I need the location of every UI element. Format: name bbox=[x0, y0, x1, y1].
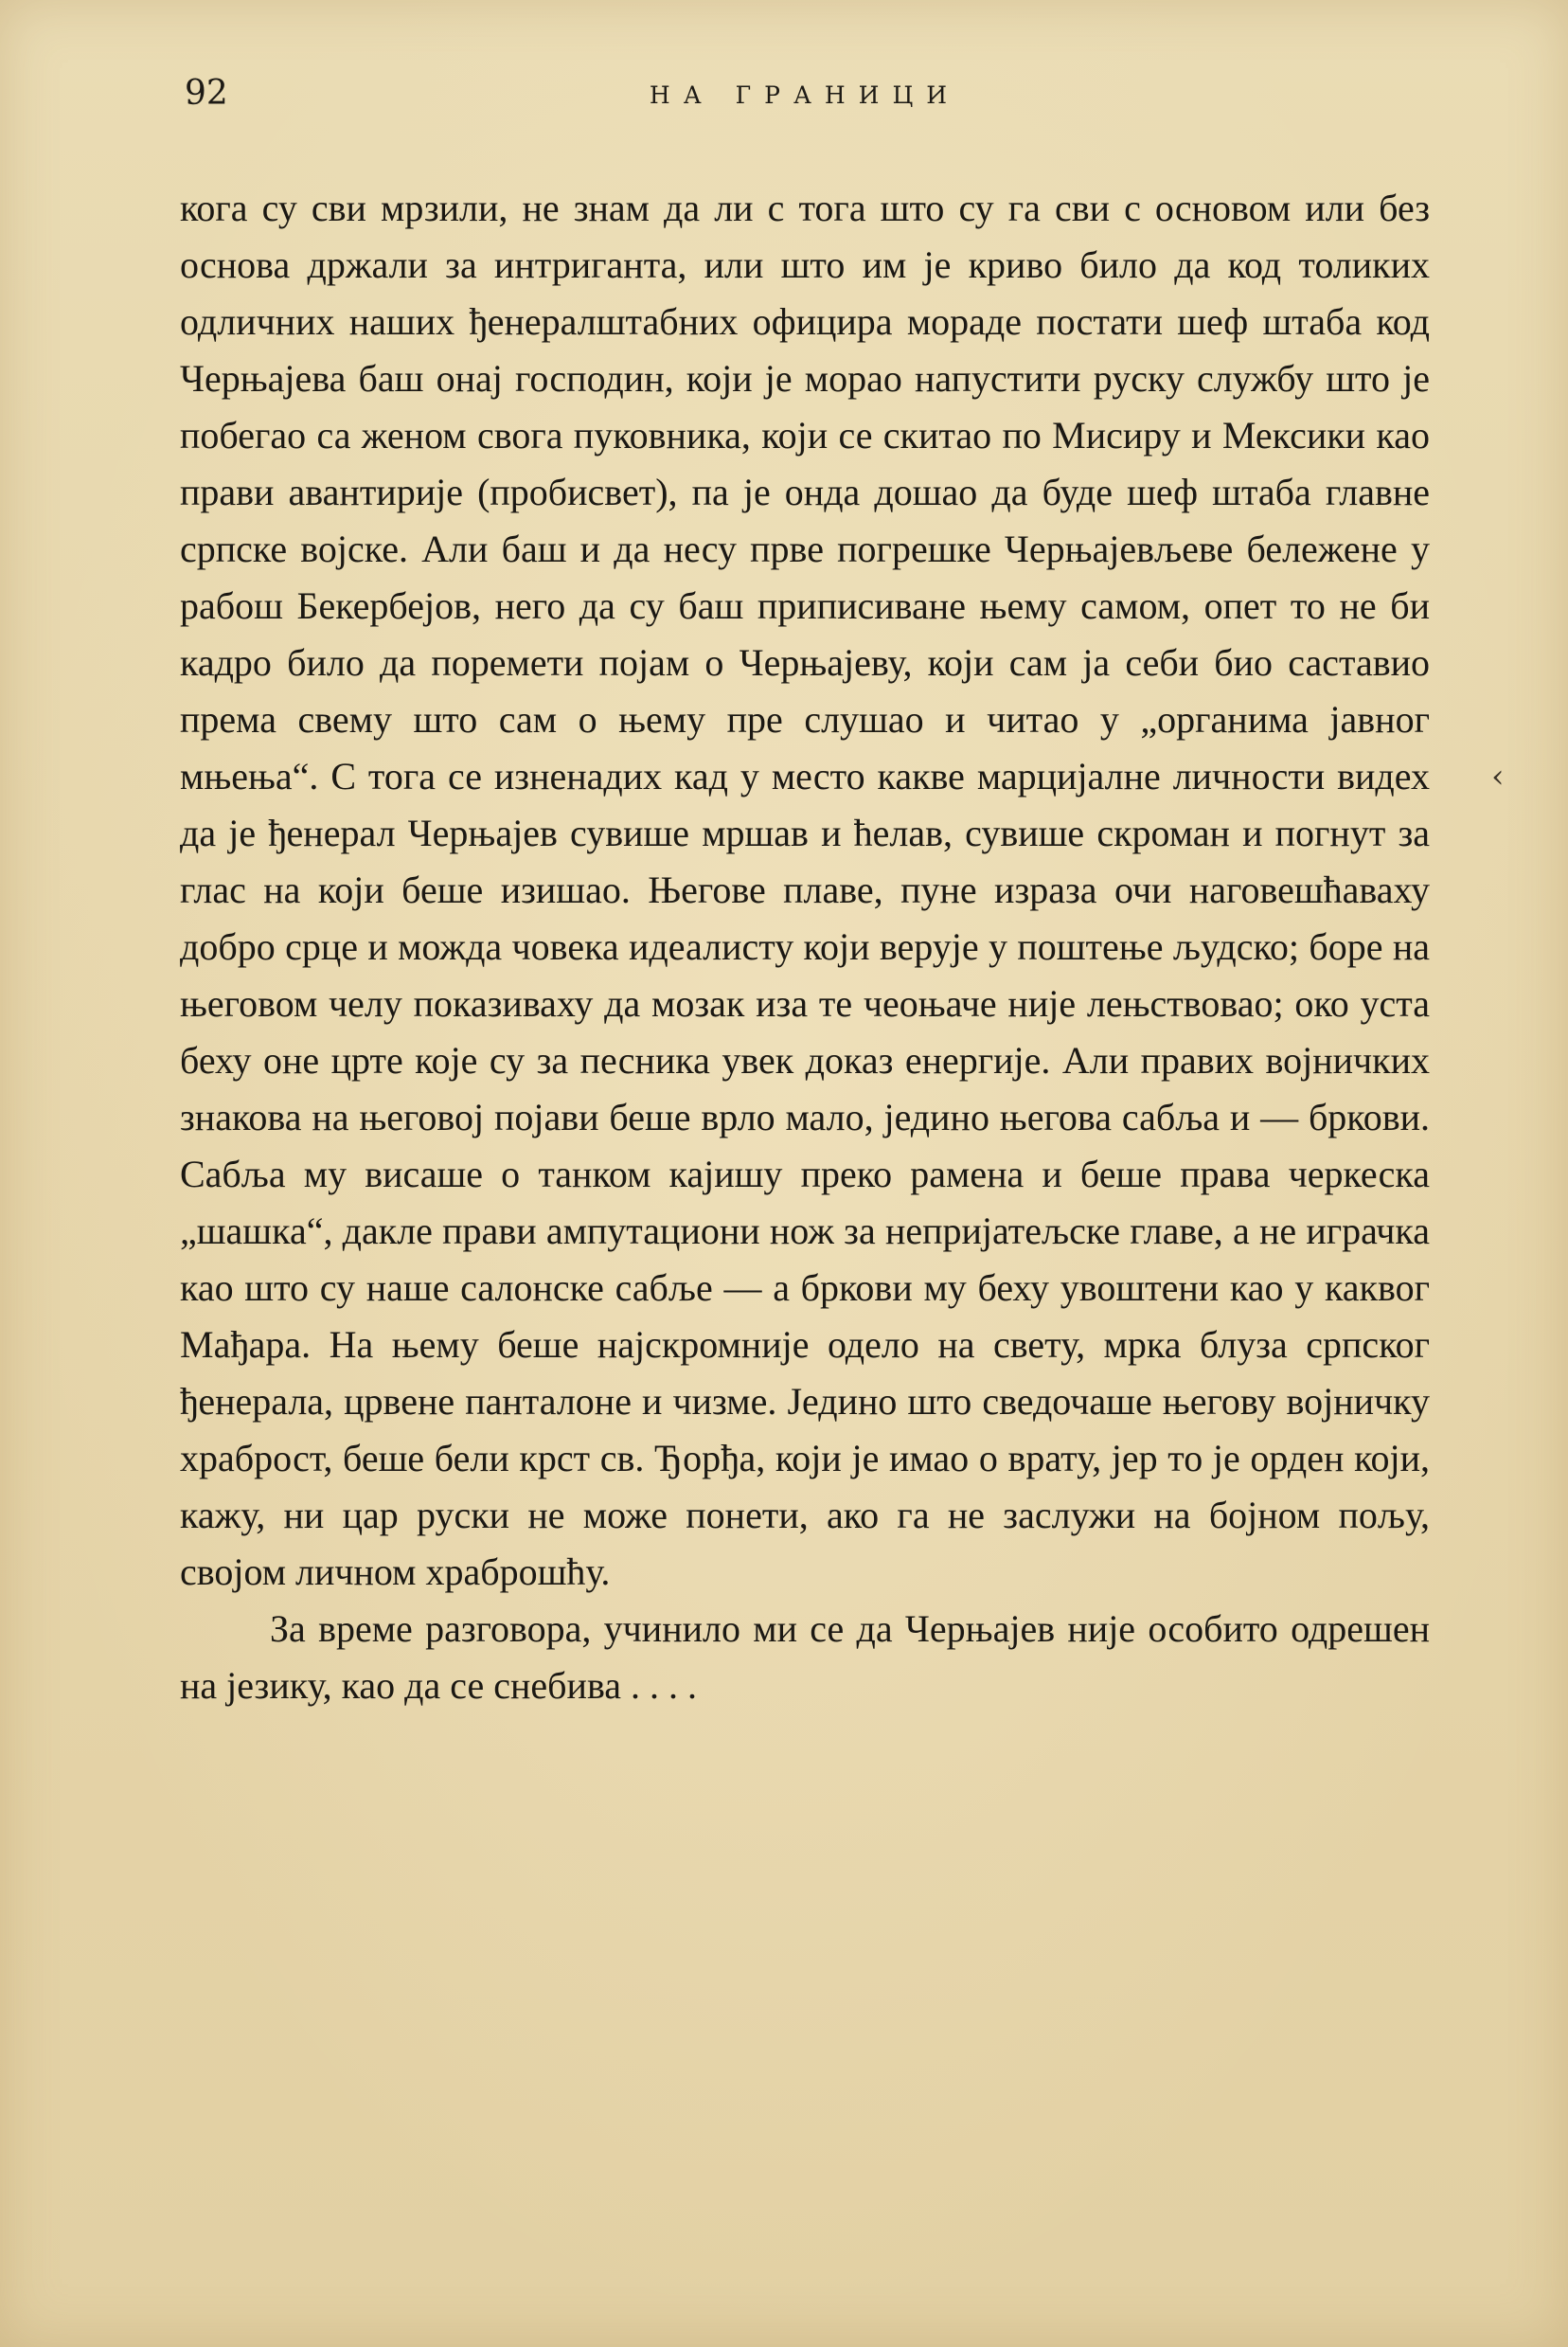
page-header bbox=[185, 74, 1425, 131]
page-number: 92 bbox=[185, 74, 228, 113]
paragraph-2: За време разговора, учинило ми се да Черњајев није особито одрешен на језику, као да се снебива . . . . bbox=[180, 1607, 1430, 1707]
body-text bbox=[180, 180, 1430, 1714]
running-title: НА ГРАНИЦИ bbox=[649, 81, 961, 109]
margin-mark: ‹ bbox=[1491, 758, 1505, 796]
paragraph-1: кога су сви мрзили, не знам да ли с тога што су га сви с основом или без основа држали за интриганта, или што им је криво било да код толиких одличних наших ђенералштабних официра мораде постати шеф штаба код Черњајева баш онај господин, који је морао напустити руску службу што је побегао са женом свога пуковника, који се скитао по Мисиру и Мексики као прави авантирије (пробисвет), па је онда дошао да буде шеф штаба главне српске војске. Али баш и да несу прве погрешке Черњајевљеве бележене у рабош Бекербејов, него да су баш приписиване њему самом, опет то не би кадро било да поремети појам о Черњајеву, који сам ја себи био саставио према свему што сам о њему пре слушао и читао у „органима јавног мњења“. С тога се изненадих кад у место какве марцијалне личности видех да је ђенерал Черњајев сувише мршав и ћелав, сувише скроман и погнут за глас на који беше изишао. Његове плаве, пуне израза очи наговешћаваху добро срце и можда човека идеалисту који верује у поштење људско; боре на његовом челу показиваху да мозак иза те чеоњаче није лењствовао; око уста беху оне црте које су за песника увек доказ енергије. Али правих војничких знакова на његовој појави беше врло мало, једино његова сабља и — бркови. Сабља му висаше о танком кајишу преко рамена и беше права черкеска „шашка“, дакле прави ампутациони нож за непријатељске главе, а не играчка као што су наше салонске сабље — а бркови му беху увоштени као у каквог Мађара. На њему беше најскромније одело на свету, мрка блуза српског ђенерала, црвене панталоне и чизме. Једино што сведочаше његову војничку храброст, беше бели крст св. Ђорђа, који је имао о врату, јер то је орден који, кажу, ни цар руски не може понети, ако га не заслужи на бојном пољу, својом личном храброшћу. bbox=[180, 187, 1430, 1593]
